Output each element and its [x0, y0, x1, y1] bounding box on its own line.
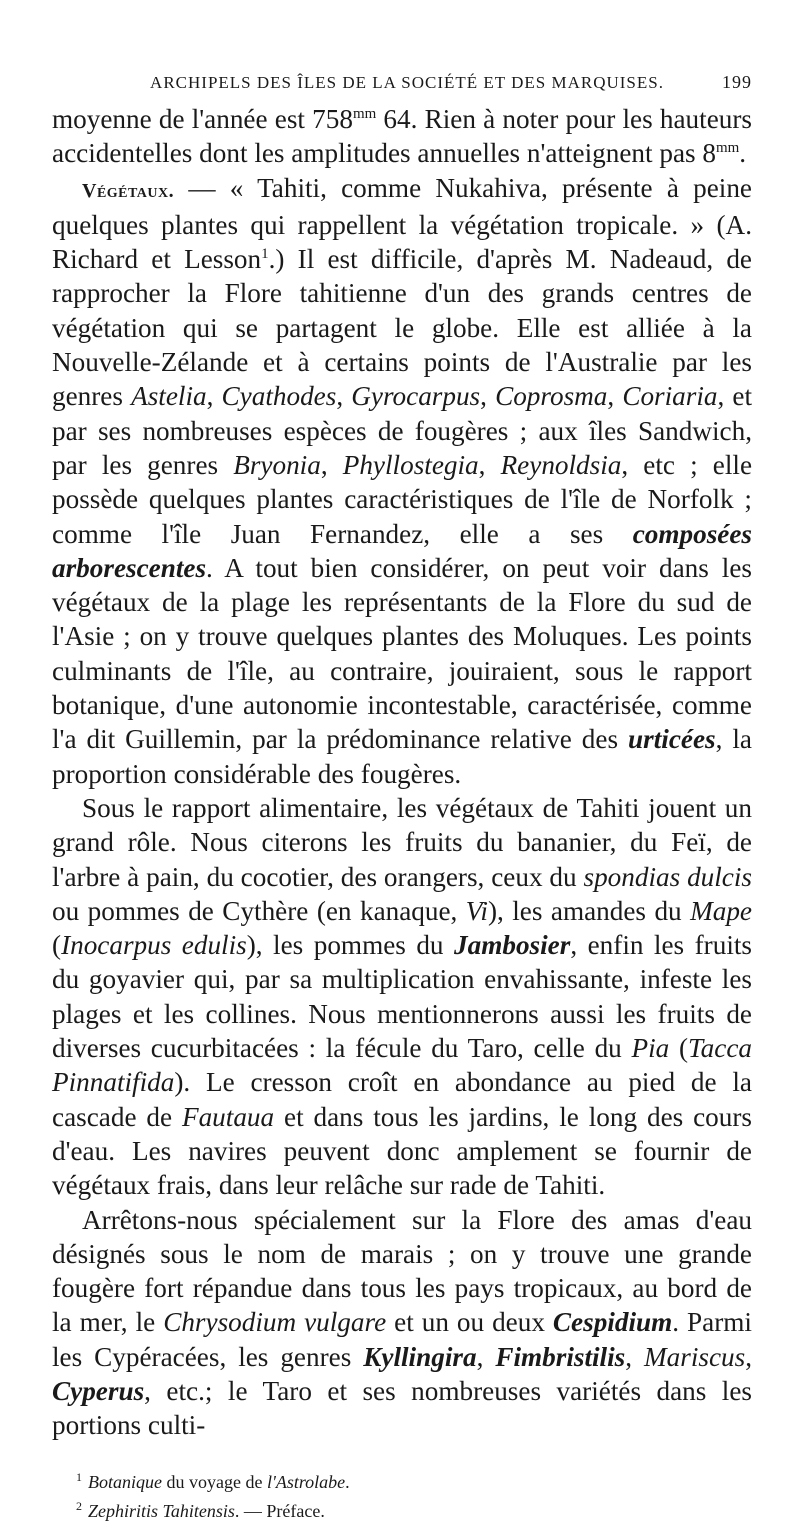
- footnotes: [52, 1465, 752, 1523]
- text-run: du voyage de: [162, 1471, 267, 1492]
- italic-term: Coprosma: [495, 381, 608, 412]
- emphasized-term: Cespidium: [552, 1307, 673, 1338]
- text-run: et un ou deux: [386, 1307, 553, 1338]
- italic-term: Tacca Pinnatifida: [52, 1033, 752, 1098]
- italic-term: spondias dulcis: [583, 861, 753, 892]
- superscript: mm: [716, 140, 740, 157]
- italic-term: Phyllostegia: [342, 449, 479, 480]
- superscript: mm: [352, 105, 377, 122]
- emphasized-term: Cyperus: [52, 1375, 145, 1406]
- text-run: (: [669, 1033, 689, 1064]
- text-run: — « Tahiti, comme Nukahiva, présente à peine quelques plantes qui rappellent la végétation tropicale. » (A. Richard et Lesson: [52, 172, 752, 275]
- text-run: ,: [607, 381, 623, 412]
- text-run: , etc.; le Taro et ses nombreuses variétés dans les portions culti-: [52, 1375, 752, 1441]
- text-run: .: [345, 1471, 350, 1492]
- section-lead: Végétaux.: [82, 179, 175, 202]
- body-text: [52, 102, 752, 1443]
- text-run: .) Il est difficile, d'après M. Nadeaud, de rapprocher la Flore tahitienne d'un des grands centres de végétation qui se partagent le globe. Elle est alliée à la Nouvelle-Zélande et à certains points de l'Australie par les genres: [52, 244, 752, 412]
- paragraph: [52, 171, 752, 791]
- emphasized-term: Jambosier: [454, 930, 571, 961]
- text-run: ). Le cresson croît en abondance au pied de la cascade de: [52, 1067, 752, 1132]
- text-run: , enfin les fruits du goyavier qui, par sa multiplication envahissante, infeste les plages et les collines. Nous mentionnerons aussi les fruits de diverses cucurbitacées : la fécule du Taro, celle du: [52, 930, 753, 1064]
- page-number: 199: [722, 72, 752, 92]
- italic-term: Cyathodes: [221, 381, 337, 412]
- italic-term: Reynoldsia: [500, 449, 622, 480]
- text-run: ), les pommes du: [246, 930, 455, 961]
- text-run: ,: [476, 1341, 496, 1372]
- text-run: ,: [625, 1341, 644, 1372]
- italic-term: l'Astrolabe: [266, 1471, 346, 1492]
- italic-term: Gyrocarpus: [351, 381, 481, 412]
- text-run: 64. Rien à noter pour les hauteurs accidentelles dont les amplitudes annuelles n'atteignent pas 8: [52, 104, 752, 169]
- text-run: moyenne de l'année est 758: [52, 104, 353, 134]
- paragraph: [52, 791, 752, 1203]
- text-run: , la proportion considérable des fougères.: [52, 724, 752, 789]
- book-page: [52, 72, 752, 1523]
- text-run: (: [52, 930, 62, 961]
- italic-term: Coriaria: [622, 381, 718, 412]
- text-run: ,: [745, 1341, 752, 1372]
- paragraph: [52, 1203, 752, 1443]
- text-run: et dans tous les jardins, le long des cours d'eau. Les navires peuvent donc amplement se fournir de végétaux frais, dans leur relâche sur rade de Tahiti.: [52, 1101, 753, 1201]
- italic-term: Bryonia: [233, 449, 321, 480]
- footnote-mark: 2: [76, 1498, 82, 1513]
- italic-term: Mape: [690, 895, 752, 926]
- emphasized-term: urticées: [628, 724, 716, 755]
- italic-term: Botanique: [88, 1471, 162, 1492]
- text-run: ,: [478, 449, 501, 480]
- running-head-title: ARCHIPELS DES ÎLES DE LA SOCIÉTÉ ET DES MARQUISES.: [150, 73, 664, 92]
- text-run: ou pommes de Cythère (en kanaque,: [52, 895, 466, 926]
- text-run: , et par ses nombreuses espèces de fougères ; aux îles Sandwich, par les genres: [52, 381, 753, 480]
- italic-term: Fautaua: [181, 1101, 275, 1132]
- italic-term: Zephiritis Tahitensis: [88, 1500, 235, 1521]
- text-run: . A tout bien considérer, on peut voir dans les végétaux de la plage les représentants de la Flore du sud de l'Asie ; on y trouve quelques plantes des Moluques. Les points culminants de l'île, au contraire, jouiraient, sous le rapport botanique, d'une autonomie incontestable, caractérisée, comme l'a dit Guillemin, par la prédominance relative des: [52, 552, 752, 755]
- italic-term: Inocarpus edulis: [61, 930, 247, 961]
- superscript: 1: [261, 246, 269, 263]
- text-run: ), les amandes du: [487, 895, 691, 926]
- text-run: , etc ; elle possède quelques plantes caractéristiques de l'île de Norfolk ; comme l'île Juan Fernandez, elle a ses: [52, 449, 753, 549]
- running-head: [52, 72, 752, 102]
- paragraph: [52, 102, 752, 171]
- text-run: . — Préface.: [234, 1500, 325, 1521]
- emphasized-term: Kyllingira: [363, 1341, 477, 1372]
- italic-term: Chrysodium vulgare: [163, 1307, 387, 1338]
- text-run: Arrêtons-nous spécialement sur la Flore des amas d'eau désignés sous le nom de marais ; on y trouve une grande fougère fort répandue dans tous les pays tropicaux, au bord de la mer, le: [52, 1204, 752, 1338]
- footnote: [76, 1465, 752, 1494]
- text-run: ,: [206, 381, 222, 412]
- footnote: [76, 1494, 752, 1523]
- footnote-mark: 1: [76, 1469, 82, 1484]
- italic-term: Pia: [631, 1033, 670, 1064]
- text-run: Sous le rapport alimentaire, les végétaux de Tahiti jouent un grand rôle. Nous citerons les fruits du bananier, du Feï, de l'arbre à pain, du cocotier, des orangers, ceux du: [52, 792, 752, 892]
- text-run: ,: [336, 381, 352, 412]
- text-run: ,: [320, 449, 343, 480]
- text-run: . Parmi les Cypéracées, les genres: [52, 1307, 752, 1372]
- text-run: ,: [480, 381, 496, 412]
- emphasized-term: composées arborescentes: [52, 518, 752, 583]
- emphasized-term: Fimbristilis: [495, 1341, 626, 1372]
- italic-term: Vi: [465, 895, 488, 926]
- italic-term: Astelia: [131, 381, 207, 412]
- text-run: .: [739, 138, 747, 169]
- italic-term: Mariscus: [644, 1341, 746, 1372]
